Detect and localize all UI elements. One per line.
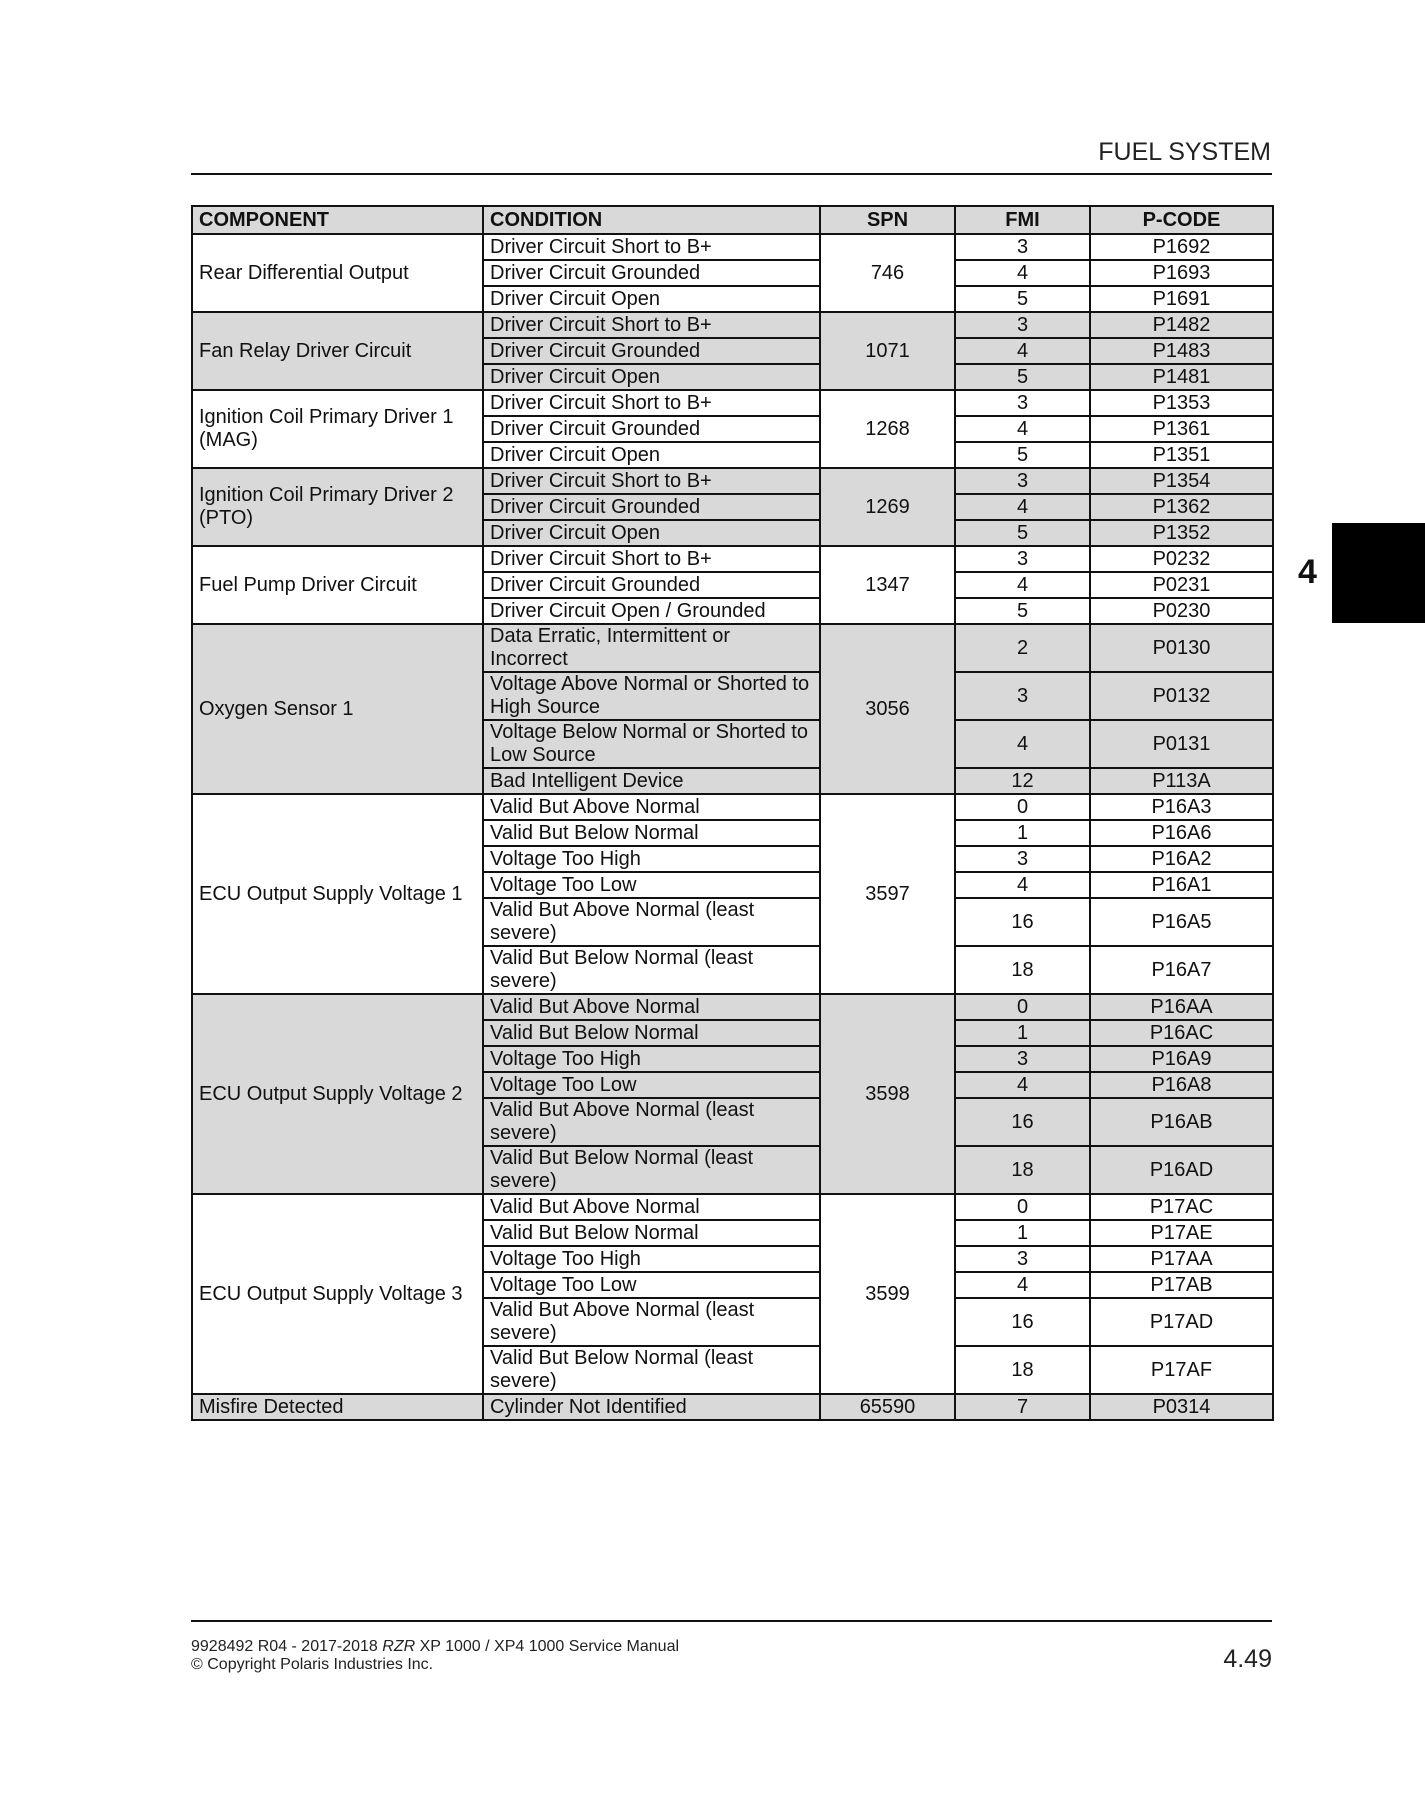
fmi-cell: 3: [955, 234, 1090, 260]
pcode-cell: P0232: [1090, 546, 1273, 572]
pcode-cell: P1482: [1090, 312, 1273, 338]
condition-cell: Driver Circuit Grounded: [483, 260, 820, 286]
footer-rule: [191, 1620, 1272, 1622]
header-condition: CONDITION: [483, 206, 820, 234]
fmi-cell: 3: [955, 672, 1090, 720]
pcode-cell: P0230: [1090, 598, 1273, 624]
spn-cell: 1347: [820, 546, 955, 624]
condition-cell: Valid But Below Normal: [483, 1020, 820, 1046]
condition-cell: Driver Circuit Grounded: [483, 416, 820, 442]
header-pcode: P-CODE: [1090, 206, 1273, 234]
pcode-cell: P17AA: [1090, 1246, 1273, 1272]
pcode-cell: P16A1: [1090, 872, 1273, 898]
component-cell: ECU Output Supply Voltage 3: [192, 1194, 483, 1394]
fmi-cell: 4: [955, 1072, 1090, 1098]
condition-cell: Cylinder Not Identified: [483, 1394, 820, 1420]
pcode-cell: P16A2: [1090, 846, 1273, 872]
table-row: [192, 468, 1273, 494]
fmi-cell: 16: [955, 1098, 1090, 1146]
table-row: [192, 1194, 1273, 1220]
fmi-cell: 4: [955, 416, 1090, 442]
fmi-cell: 18: [955, 946, 1090, 994]
condition-cell: Valid But Above Normal: [483, 794, 820, 820]
pcode-cell: P1352: [1090, 520, 1273, 546]
pcode-cell: P1361: [1090, 416, 1273, 442]
pcode-cell: P16AD: [1090, 1146, 1273, 1194]
component-cell: Oxygen Sensor 1: [192, 624, 483, 794]
condition-cell: Valid But Below Normal: [483, 1220, 820, 1246]
condition-cell: Valid But Below Normal: [483, 820, 820, 846]
pcode-cell: P16AA: [1090, 994, 1273, 1020]
fmi-cell: 5: [955, 520, 1090, 546]
spn-cell: 1268: [820, 390, 955, 468]
fmi-cell: 3: [955, 390, 1090, 416]
condition-cell: Driver Circuit Grounded: [483, 572, 820, 598]
pcode-cell: P17AC: [1090, 1194, 1273, 1220]
fmi-cell: 0: [955, 994, 1090, 1020]
condition-cell: Driver Circuit Open: [483, 520, 820, 546]
condition-cell: Valid But Above Normal: [483, 1194, 820, 1220]
fmi-cell: 3: [955, 846, 1090, 872]
condition-cell: Voltage Too High: [483, 1246, 820, 1272]
spn-cell: 3598: [820, 994, 955, 1194]
footer-document-info: [191, 1638, 679, 1674]
fmi-cell: 4: [955, 872, 1090, 898]
pcode-cell: P1362: [1090, 494, 1273, 520]
fmi-cell: 3: [955, 468, 1090, 494]
pcode-cell: P17AE: [1090, 1220, 1273, 1246]
condition-cell: Driver Circuit Open / Grounded: [483, 598, 820, 624]
table-row: [192, 624, 1273, 672]
condition-cell: Driver Circuit Grounded: [483, 338, 820, 364]
fmi-cell: 1: [955, 820, 1090, 846]
fmi-cell: 1: [955, 1020, 1090, 1046]
pcode-cell: P113A: [1090, 768, 1273, 794]
pcode-cell: P16A8: [1090, 1072, 1273, 1098]
condition-cell: Driver Circuit Short to B+: [483, 468, 820, 494]
condition-cell: Valid But Above Normal: [483, 994, 820, 1020]
condition-cell: Driver Circuit Open: [483, 286, 820, 312]
footer-copyright: © Copyright Polaris Industries Inc.: [191, 1656, 434, 1673]
fmi-cell: 4: [955, 1272, 1090, 1298]
condition-cell: Voltage Too High: [483, 1046, 820, 1072]
fmi-cell: 4: [955, 338, 1090, 364]
header-rule: [191, 173, 1272, 175]
fmi-cell: 2: [955, 624, 1090, 672]
fmi-cell: 4: [955, 260, 1090, 286]
component-cell: Ignition Coil Primary Driver 1 (MAG): [192, 390, 483, 468]
page-number: 4.49: [1223, 1645, 1272, 1673]
manual-id: 9928492 R04 - 2017-2018: [191, 1638, 383, 1655]
condition-cell: Driver Circuit Short to B+: [483, 234, 820, 260]
condition-cell: Voltage Too Low: [483, 1272, 820, 1298]
fmi-cell: 3: [955, 1046, 1090, 1072]
condition-cell: Valid But Below Normal (least severe): [483, 1146, 820, 1194]
component-cell: Misfire Detected: [192, 1394, 483, 1420]
table-row: [192, 994, 1273, 1020]
manual-name: XP 1000 / XP4 1000 Service Manual: [415, 1638, 680, 1655]
pcode-cell: P0231: [1090, 572, 1273, 598]
condition-cell: Voltage Too Low: [483, 872, 820, 898]
fmi-cell: 0: [955, 1194, 1090, 1220]
pcode-cell: P0131: [1090, 720, 1273, 768]
fmi-cell: 5: [955, 286, 1090, 312]
fmi-cell: 4: [955, 720, 1090, 768]
diagnostic-code-table: [191, 205, 1274, 1421]
fmi-cell: 3: [955, 1246, 1090, 1272]
pcode-cell: P0132: [1090, 672, 1273, 720]
fmi-cell: 5: [955, 442, 1090, 468]
chapter-number: 4: [1298, 553, 1317, 591]
spn-cell: 3597: [820, 794, 955, 994]
pcode-cell: P16AC: [1090, 1020, 1273, 1046]
condition-cell: Driver Circuit Short to B+: [483, 390, 820, 416]
fmi-cell: 5: [955, 364, 1090, 390]
fmi-cell: 18: [955, 1346, 1090, 1394]
condition-cell: Valid But Above Normal (least severe): [483, 898, 820, 946]
condition-cell: Data Erratic, Intermittent or Incorrect: [483, 624, 820, 672]
table-header-row: [192, 206, 1273, 234]
condition-cell: Bad Intelligent Device: [483, 768, 820, 794]
header-spn: SPN: [820, 206, 955, 234]
spn-cell: 3599: [820, 1194, 955, 1394]
model-name: RZR: [382, 1638, 416, 1655]
fmi-cell: 7: [955, 1394, 1090, 1420]
pcode-cell: P1351: [1090, 442, 1273, 468]
pcode-cell: P1353: [1090, 390, 1273, 416]
spn-cell: 3056: [820, 624, 955, 794]
condition-cell: Valid But Above Normal (least severe): [483, 1298, 820, 1346]
component-cell: ECU Output Supply Voltage 1: [192, 794, 483, 994]
pcode-cell: P16A7: [1090, 946, 1273, 994]
pcode-cell: P16A3: [1090, 794, 1273, 820]
pcode-cell: P16AB: [1090, 1098, 1273, 1146]
fmi-cell: 0: [955, 794, 1090, 820]
pcode-cell: P17AB: [1090, 1272, 1273, 1298]
fmi-cell: 16: [955, 898, 1090, 946]
table-row: [192, 312, 1273, 338]
condition-cell: Voltage Below Normal or Shorted to Low Source: [483, 720, 820, 768]
pcode-cell: P1692: [1090, 234, 1273, 260]
section-title: FUEL SYSTEM: [1098, 138, 1271, 166]
footer-manual-title: [191, 1638, 679, 1656]
condition-cell: Driver Circuit Short to B+: [483, 312, 820, 338]
condition-cell: Valid But Below Normal (least severe): [483, 946, 820, 994]
table-row: [192, 1394, 1273, 1420]
fmi-cell: 12: [955, 768, 1090, 794]
table-row: [192, 390, 1273, 416]
pcode-cell: P1354: [1090, 468, 1273, 494]
fmi-cell: 5: [955, 598, 1090, 624]
fmi-cell: 4: [955, 572, 1090, 598]
condition-cell: Driver Circuit Open: [483, 442, 820, 468]
condition-cell: Voltage Too High: [483, 846, 820, 872]
condition-cell: Voltage Above Normal or Shorted to High Source: [483, 672, 820, 720]
pcode-cell: P16A6: [1090, 820, 1273, 846]
pcode-cell: P16A9: [1090, 1046, 1273, 1072]
pcode-cell: P1691: [1090, 286, 1273, 312]
component-cell: Rear Differential Output: [192, 234, 483, 312]
pcode-cell: P16A5: [1090, 898, 1273, 946]
condition-cell: Driver Circuit Short to B+: [483, 546, 820, 572]
spn-cell: 1071: [820, 312, 955, 390]
fmi-cell: 1: [955, 1220, 1090, 1246]
pcode-cell: P17AF: [1090, 1346, 1273, 1394]
chapter-tab: [1332, 523, 1425, 623]
component-cell: Ignition Coil Primary Driver 2 (PTO): [192, 468, 483, 546]
table-row: [192, 546, 1273, 572]
fmi-cell: 3: [955, 546, 1090, 572]
spn-cell: 746: [820, 234, 955, 312]
pcode-cell: P17AD: [1090, 1298, 1273, 1346]
pcode-cell: P1481: [1090, 364, 1273, 390]
fmi-cell: 16: [955, 1298, 1090, 1346]
component-cell: ECU Output Supply Voltage 2: [192, 994, 483, 1194]
header-fmi: FMI: [955, 206, 1090, 234]
condition-cell: Valid But Above Normal (least severe): [483, 1098, 820, 1146]
condition-cell: Driver Circuit Open: [483, 364, 820, 390]
component-cell: Fuel Pump Driver Circuit: [192, 546, 483, 624]
component-cell: Fan Relay Driver Circuit: [192, 312, 483, 390]
spn-cell: 1269: [820, 468, 955, 546]
pcode-cell: P1693: [1090, 260, 1273, 286]
fmi-cell: 18: [955, 1146, 1090, 1194]
condition-cell: Valid But Below Normal (least severe): [483, 1346, 820, 1394]
table-row: [192, 794, 1273, 820]
header-component: COMPONENT: [192, 206, 483, 234]
fmi-cell: 3: [955, 312, 1090, 338]
condition-cell: Driver Circuit Grounded: [483, 494, 820, 520]
table-row: [192, 234, 1273, 260]
pcode-cell: P0130: [1090, 624, 1273, 672]
condition-cell: Voltage Too Low: [483, 1072, 820, 1098]
pcode-cell: P0314: [1090, 1394, 1273, 1420]
pcode-cell: P1483: [1090, 338, 1273, 364]
fmi-cell: 4: [955, 494, 1090, 520]
spn-cell: 65590: [820, 1394, 955, 1420]
